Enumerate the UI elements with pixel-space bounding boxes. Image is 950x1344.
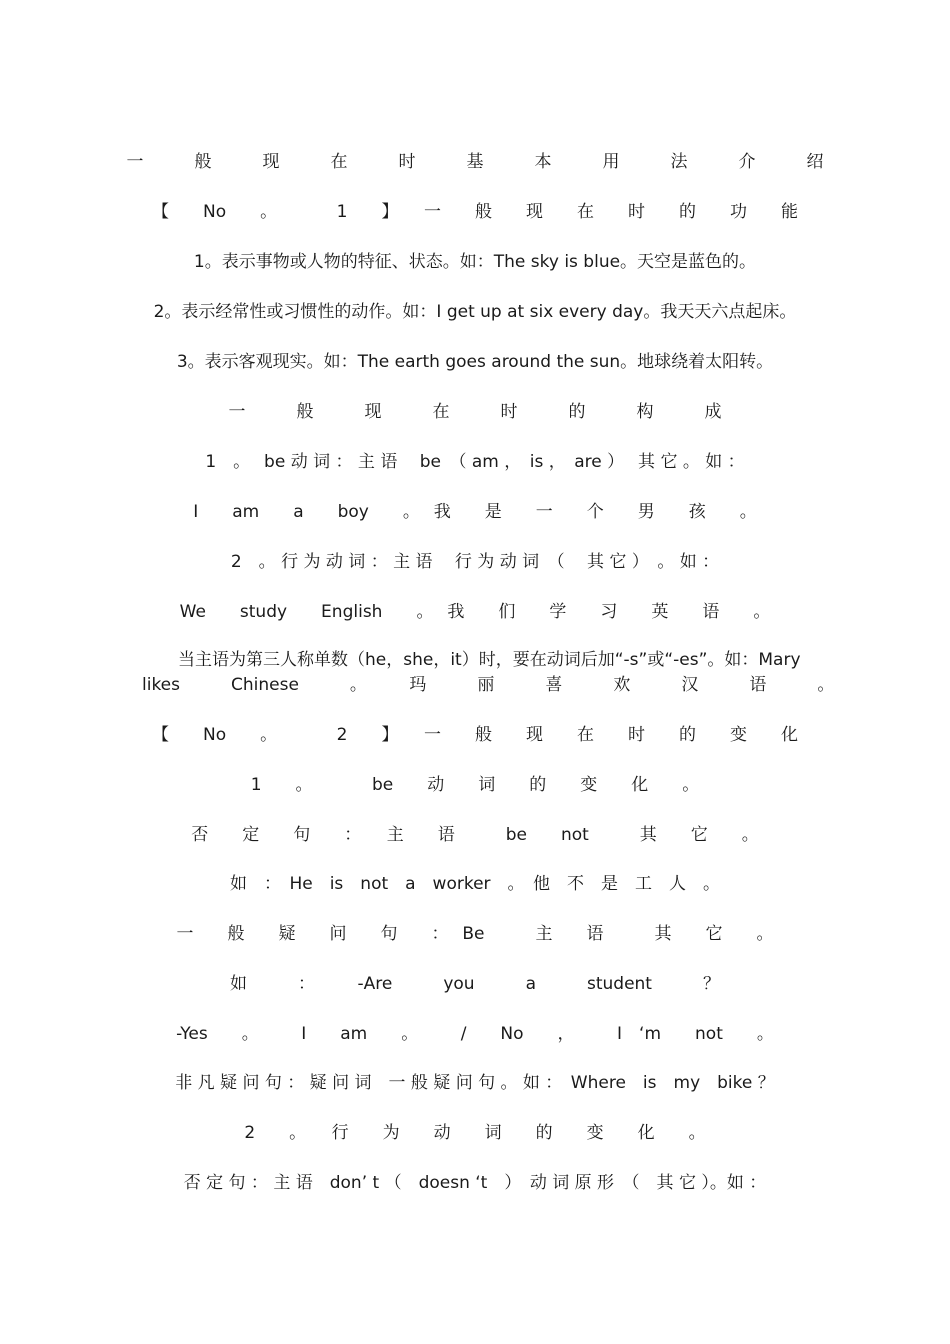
text-line: 否 定 句 ： 主 语 don’ t （ doesn ‘t ） 动 词 原 形 （ 其 它 ）。如 ： <box>183 1173 767 1193</box>
text-line: 1。表示事物或人物的特征、状态。如：The sky is blue。天空是蓝色的。 <box>193 252 757 272</box>
section-heading-structure: 一 般 现 在 时 的 构 成 <box>228 402 722 422</box>
section-heading-no1: 【 No 。 1 】 一 般 现 在 时 的 功 能 <box>152 202 798 222</box>
text-line: 否 定 句 ： 主 语 be not 其 它 。 <box>191 825 759 845</box>
text-line: 3。表示客观现实。如：The earth goes around the sun。地球绕着太阳转。 <box>176 352 774 372</box>
text-line: 2 。 行 为 动 词 的 变 化 。 <box>244 1123 706 1143</box>
example-line: 如 ： -Are you a student ？ <box>230 974 720 994</box>
text-line: 1 。 be 动 词 的 变 化 。 <box>250 775 700 795</box>
example-line: I am a boy 。 我 是 一 个 男 孩 。 <box>193 502 757 522</box>
example-line: -Yes 。 I am 。 / No ， I ‘m not 。 <box>176 1024 774 1044</box>
example-line: We study English 。 我 们 学 习 英 语 。 <box>179 602 771 622</box>
paragraph-line-1: 当主语为第三人称单数（he，she，it）时，要在动词后加“-s”或“-es”。如：Mary <box>178 650 801 670</box>
paragraph-line-2: likes Chinese 。 玛 丽 喜 欢 汉 语 。 <box>142 675 835 695</box>
page-title: 一 般 现 在 时 基 本 用 法 介 绍 <box>126 152 824 172</box>
text-line: 2 。 行 为 动 词 ： 主 语 行 为 动 词 （ 其 它 ） 。 如 ： <box>230 552 720 572</box>
text-line: 2。表示经常性或习惯性的动作。如：I get up at six every day。我天天六点起床。 <box>153 302 797 322</box>
text-line: 非 凡 疑 问 句 ： 疑 问 词 一 般 疑 问 句 。 如 ： Where is my bike ？ <box>175 1073 775 1093</box>
text-line: 一 般 疑 问 句 ： Be 主 语 其 它 。 <box>176 924 774 944</box>
text-line: 1 。 be 动 词 ： 主 语 be （ am ， is ， are ） 其 它 。 如 ： <box>205 452 745 472</box>
example-line: 如 ： He is not a worker 。 他 不 是 工 人 。 <box>229 874 721 894</box>
section-heading-no2: 【 No 。 2 】 一 般 现 在 时 的 变 化 <box>152 725 798 745</box>
third-person-paragraph <box>142 648 835 698</box>
